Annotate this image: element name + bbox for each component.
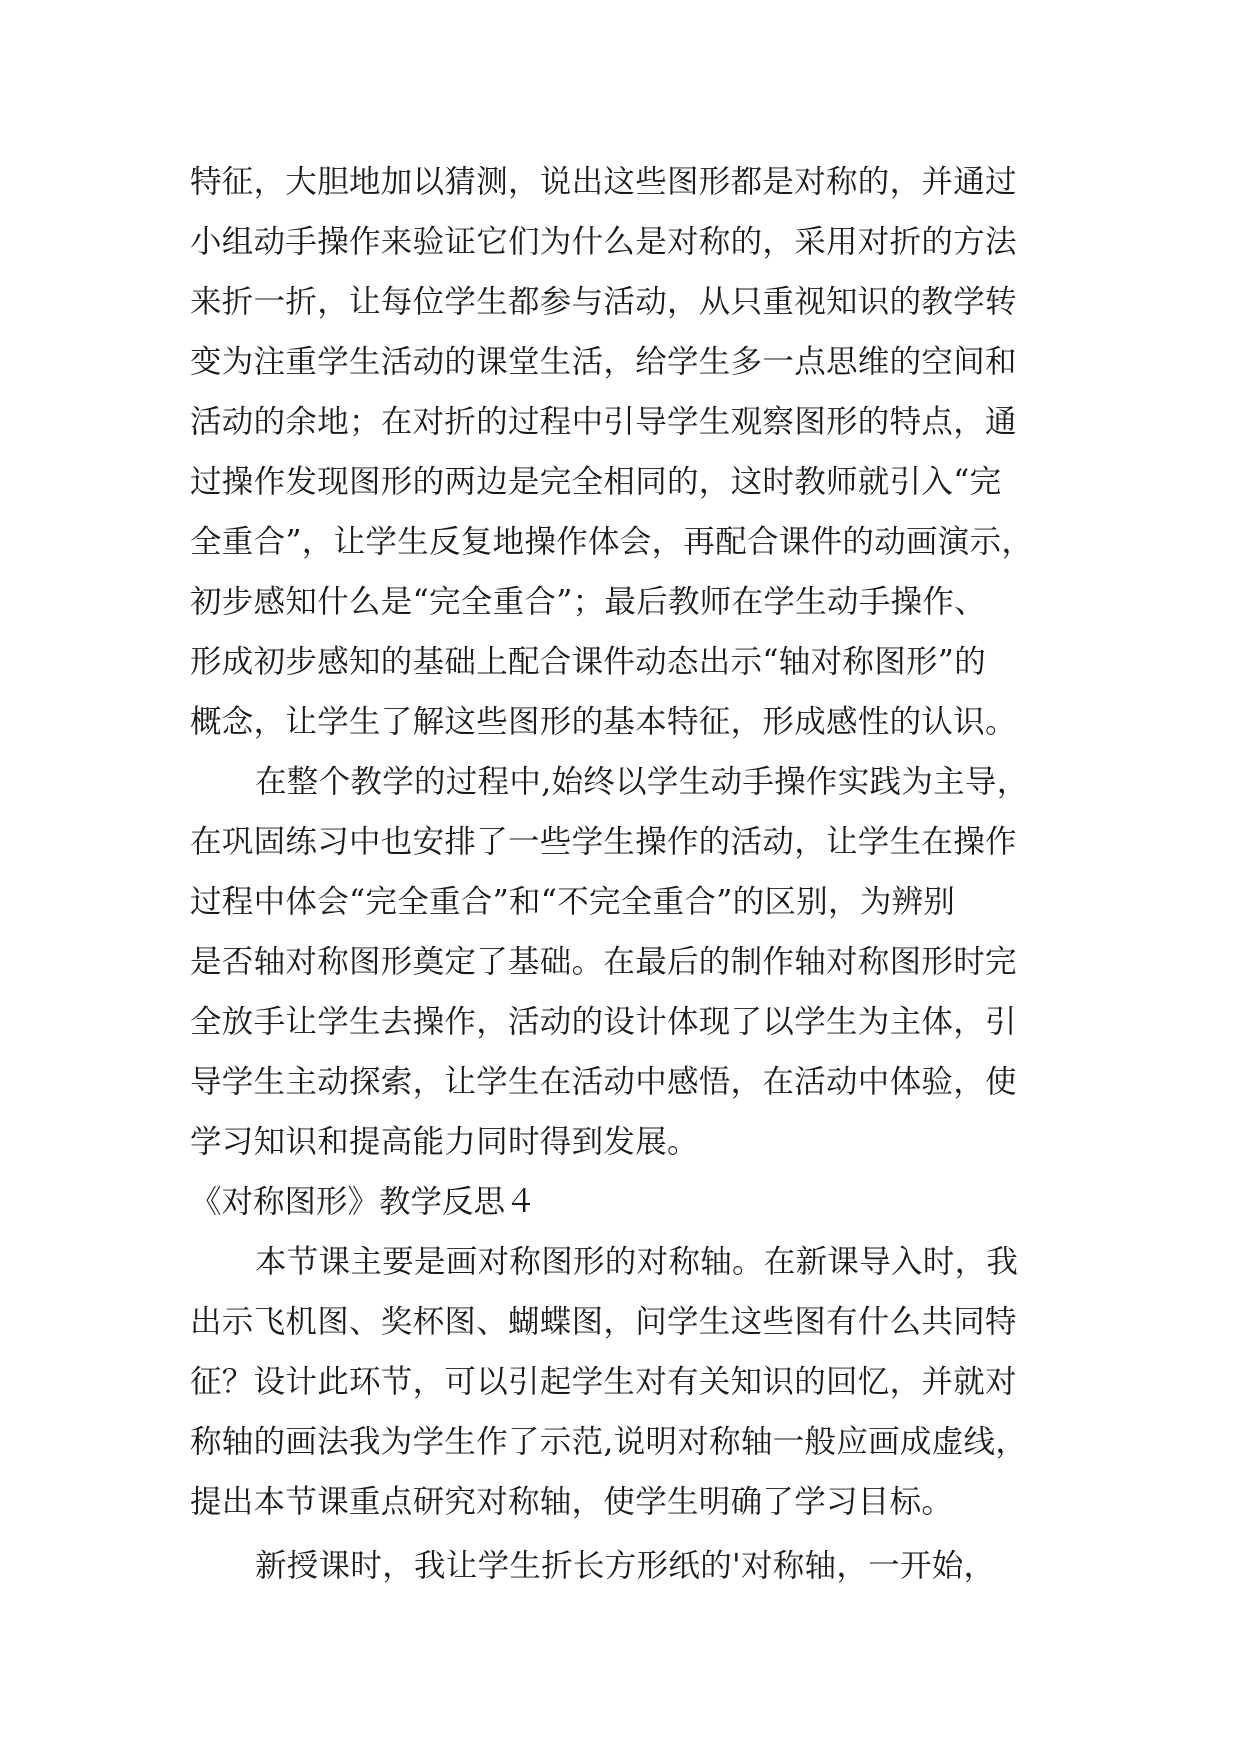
paragraph-body-4 xyxy=(190,1536,1070,1596)
text-line: 称轴的画法我为学生作了示范,说明对称轴一般应画成虚线， xyxy=(190,1424,1028,1460)
text-line: 小组动手操作来验证它们为什么是对称的，采用对折的方法 xyxy=(190,224,1017,260)
text-line: 活动的余地；在对折的过程中引导学生观察图形的特点，通 xyxy=(190,404,1017,440)
section-heading-block xyxy=(190,1172,1070,1232)
text-line: 全重合”，让学生反复地操作体会，再配合课件的动画演示， xyxy=(190,524,1034,560)
text-line: 特征，大胆地加以猜测，说出这些图形都是对称的，并通过 xyxy=(190,164,1017,200)
text-line: 变为注重学生活动的课堂生活，给学生多一点思维的空间和 xyxy=(190,344,1017,380)
text-line: 初步感知什么是“完全重合”；最后教师在学生动手操作、 xyxy=(190,584,987,620)
text-line: 学习知识和提高能力同时得到发展。 xyxy=(190,1124,699,1160)
text-line: 全放手让学生去操作，活动的设计体现了以学生为主体，引 xyxy=(190,1004,1017,1040)
paragraph-body-2 xyxy=(190,752,1070,1172)
text-line: 导学生主动探索，让学生在活动中感悟，在活动中体验，使 xyxy=(190,1064,1017,1100)
text-line: 提出本节课重点研究对称轴，使学生明确了学习目标。 xyxy=(190,1484,954,1520)
text-line: 是否轴对称图形奠定了基础。在最后的制作轴对称图形时完 xyxy=(190,944,1017,980)
text-line: 出示飞机图、奖杯图、蝴蝶图，问学生这些图有什么共同特 xyxy=(190,1304,1017,1340)
section-title: 《对称图形》教学反思４ xyxy=(190,1184,537,1220)
text-line: 征？设计此环节，可以引起学生对有关知识的回忆，并就对 xyxy=(190,1364,1017,1400)
paragraph-body-1 xyxy=(190,152,1070,752)
text-line: 形成初步感知的基础上配合课件动态出示“轴对称图形”的 xyxy=(190,644,987,680)
text-line: 过操作发现图形的两边是完全相同的，这时教师就引入“完 xyxy=(190,464,1002,500)
text-line: 在整个教学的过程中,始终以学生动手操作实践为主导， xyxy=(255,764,1029,800)
text-line: 新授课时，我让学生折长方形纸的'对称轴，一开始， xyxy=(255,1548,996,1584)
text-line: 在巩固练习中也安排了一些学生操作的活动，让学生在操作 xyxy=(190,824,1017,860)
text-line: 本节课主要是画对称图形的对称轴。在新课导入时，我 xyxy=(255,1244,1019,1280)
paragraph-body-3 xyxy=(190,1232,1070,1532)
text-line: 过程中体会“完全重合”和“不完全重合”的区别，为辨别 xyxy=(190,884,956,920)
text-line: 概念，让学生了解这些图形的基本特征，形成感性的认识。 xyxy=(190,704,1017,740)
text-line: 来折一折，让每位学生都参与活动，从只重视知识的教学转 xyxy=(190,284,1017,320)
